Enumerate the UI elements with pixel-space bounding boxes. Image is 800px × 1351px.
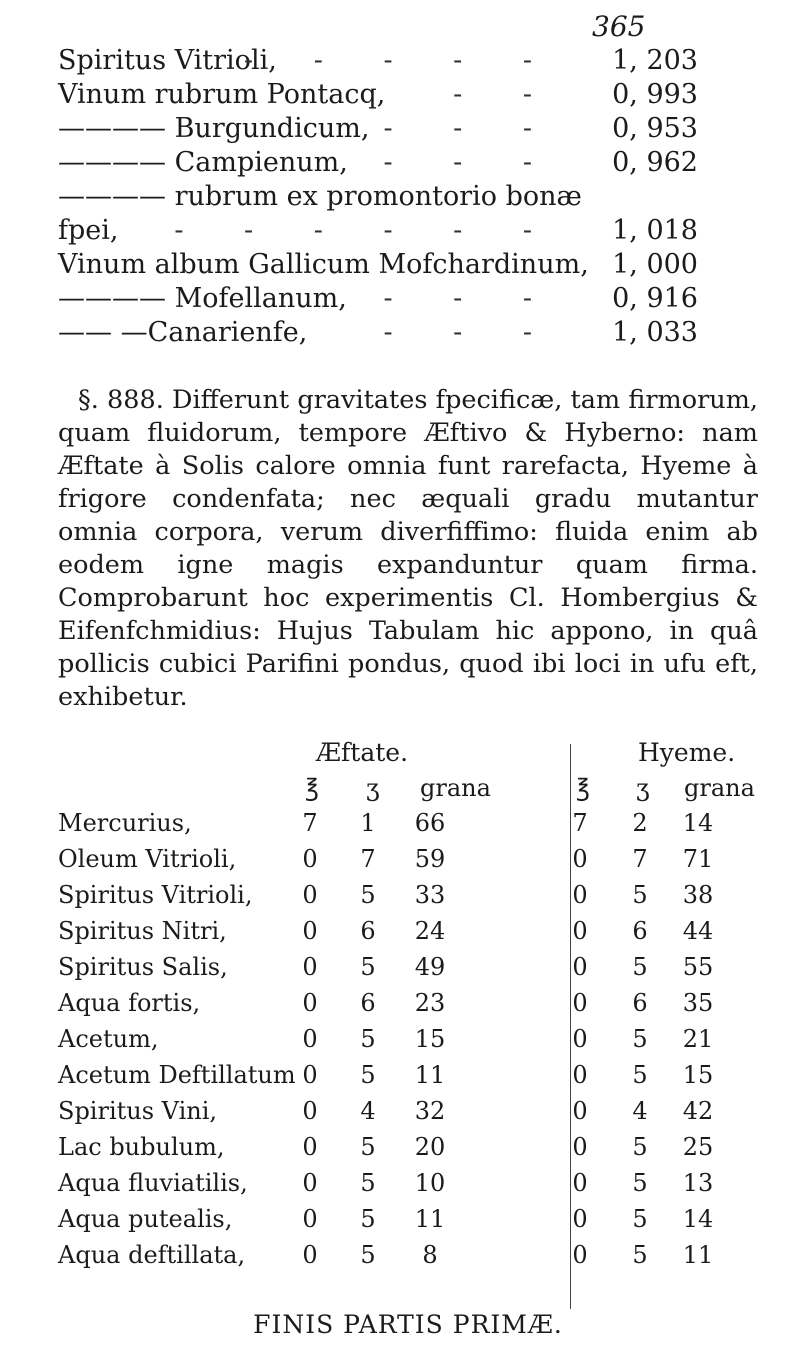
winter-ounces-cell: 0: [572, 1061, 588, 1089]
substance-name: Aqua fluviatilis,: [58, 1169, 248, 1197]
summer-ounces-cell: 0: [302, 989, 318, 1017]
summer-ounces-cell: 0: [302, 1169, 318, 1197]
winter-drams-cell: 5: [632, 1133, 648, 1161]
table-row: [58, 1096, 778, 1126]
table-row: [58, 952, 778, 982]
winter-ounces-cell: 0: [572, 989, 588, 1017]
winter-drams-cell: 5: [632, 881, 648, 909]
summer-grains-cell: 66: [414, 809, 446, 837]
winter-ounce-header: ℥: [576, 774, 590, 802]
substance-name: Spiritus Vini,: [58, 1097, 218, 1125]
winter-drams-cell: 5: [632, 1205, 648, 1233]
wine-gravity-value: 0, 993: [612, 79, 698, 110]
winter-ounces-cell: 0: [572, 1169, 588, 1197]
summer-dram-header: ʒ: [366, 774, 380, 802]
winter-drams-cell: 5: [632, 1241, 648, 1269]
wine-name: ———— rubrum ex promontorio bonæ: [58, 181, 582, 212]
summer-ounces-cell: 7: [302, 809, 318, 837]
wine-name: fpei,: [58, 215, 119, 246]
wine-row: [58, 282, 758, 316]
summer-drams-cell: 4: [360, 1097, 376, 1125]
wine-name: Spiritus Vitrioli,: [58, 45, 277, 76]
wine-gravity-value: 0, 962: [612, 147, 698, 178]
wine-name: Vinum album Gallicum Mofchardinum,: [58, 249, 589, 280]
substance-name: Aqua deftillata,: [58, 1241, 246, 1269]
winter-ounces-cell: 0: [572, 1025, 588, 1053]
winter-grains-cell: 11: [682, 1241, 714, 1269]
winter-ounces-cell: 0: [572, 881, 588, 909]
winter-grains-cell: 71: [682, 845, 714, 873]
winter-ounces-cell: 0: [572, 917, 588, 945]
summer-grains-cell: 23: [414, 989, 446, 1017]
winter-ounces-cell: 0: [572, 953, 588, 981]
leader-dots: - - - - -: [244, 45, 558, 76]
winter-drams-cell: 6: [632, 917, 648, 945]
winter-drams-cell: 2: [632, 809, 648, 837]
page-number: 365: [592, 10, 646, 43]
summer-ounces-cell: 0: [302, 1097, 318, 1125]
summer-drams-cell: 6: [360, 917, 376, 945]
summer-grains-cell: 59: [414, 845, 446, 873]
table-row: [58, 880, 778, 910]
winter-grains-cell: 14: [682, 809, 714, 837]
table-row: [58, 916, 778, 946]
wine-row: [58, 214, 758, 248]
table-row: [58, 1240, 778, 1270]
summer-drams-cell: 5: [360, 1205, 376, 1233]
wine-row: [58, 78, 758, 112]
wine-gravity-value: 1, 018: [612, 215, 698, 246]
winter-grains-cell: 21: [682, 1025, 714, 1053]
winter-grains-cell: 15: [682, 1061, 714, 1089]
leader-dots: - - -: [383, 283, 558, 314]
wine-row: [58, 44, 758, 78]
substance-name: Aqua putealis,: [58, 1205, 233, 1233]
table-row: [58, 1204, 778, 1234]
section-888-paragraph: [58, 384, 758, 714]
wine-row: [58, 316, 758, 350]
leader-dots: - - -: [383, 317, 558, 348]
footer-finis: FINIS PARTIS PRIMÆ.: [253, 1310, 563, 1339]
summer-grains-cell: 20: [414, 1133, 446, 1161]
substance-name: Spiritus Nitri,: [58, 917, 227, 945]
summer-drams-cell: 5: [360, 1133, 376, 1161]
wine-gravity-value: 0, 953: [612, 113, 698, 144]
table-row: [58, 808, 778, 838]
winter-ounces-cell: 0: [572, 1241, 588, 1269]
summer-drams-cell: 5: [360, 1061, 376, 1089]
summer-ounces-cell: 0: [302, 953, 318, 981]
summer-grains-cell: 11: [414, 1061, 446, 1089]
table-row: [58, 1024, 778, 1054]
winter-grains-cell: 42: [682, 1097, 714, 1125]
summer-grains-cell: 8: [422, 1241, 438, 1269]
header-winter: Hyeme.: [638, 738, 736, 767]
summer-ounces-cell: 0: [302, 917, 318, 945]
summer-drams-cell: 5: [360, 953, 376, 981]
summer-grains-cell: 10: [414, 1169, 446, 1197]
wine-gravity-value: 1, 203: [612, 45, 698, 76]
leader-dots: - - -: [383, 147, 558, 178]
wine-name: ———— Campienum,: [58, 147, 348, 178]
wine-row: [58, 180, 758, 214]
wine-row: [58, 248, 758, 282]
summer-ounces-cell: 0: [302, 1205, 318, 1233]
winter-drams-cell: 5: [632, 1025, 648, 1053]
summer-drams-cell: 5: [360, 1241, 376, 1269]
wine-name: ———— Mofellanum,: [58, 283, 347, 314]
winter-grains-cell: 14: [682, 1205, 714, 1233]
substance-name: Lac bubulum,: [58, 1133, 225, 1161]
summer-drams-cell: 5: [360, 1025, 376, 1053]
winter-drams-cell: 7: [632, 845, 648, 873]
substance-name: Spiritus Vitrioli,: [58, 881, 253, 909]
table-row: [58, 1060, 778, 1090]
summer-grains-cell: 32: [414, 1097, 446, 1125]
summer-ounces-cell: 0: [302, 1061, 318, 1089]
summer-grains-cell: 49: [414, 953, 446, 981]
winter-grains-cell: 25: [682, 1133, 714, 1161]
winter-ounces-cell: 0: [572, 1205, 588, 1233]
substance-name: Spiritus Salis,: [58, 953, 228, 981]
table-row: [58, 988, 778, 1018]
summer-drams-cell: 6: [360, 989, 376, 1017]
winter-drams-cell: 4: [632, 1097, 648, 1125]
table-row: [58, 844, 778, 874]
summer-ounces-cell: 0: [302, 1025, 318, 1053]
summer-grain-header: grana: [420, 774, 491, 802]
summer-grains-cell: 33: [414, 881, 446, 909]
summer-drams-cell: 5: [360, 1169, 376, 1197]
winter-ounces-cell: 0: [572, 845, 588, 873]
winter-grains-cell: 13: [682, 1169, 714, 1197]
wine-gravity-value: 1, 000: [612, 249, 698, 280]
winter-grains-cell: 55: [682, 953, 714, 981]
winter-drams-cell: 6: [632, 989, 648, 1017]
summer-ounce-header: ℥: [305, 774, 319, 802]
summer-grains-cell: 11: [414, 1205, 446, 1233]
summer-ounces-cell: 0: [302, 881, 318, 909]
wine-gravity-list: [58, 44, 758, 350]
winter-ounces-cell: 7: [572, 809, 588, 837]
winter-grains-cell: 35: [682, 989, 714, 1017]
substance-name: Oleum Vitrioli,: [58, 845, 237, 873]
wine-gravity-value: 0, 916: [612, 283, 698, 314]
summer-drams-cell: 5: [360, 881, 376, 909]
summer-drams-cell: 7: [360, 845, 376, 873]
wine-name: —— —Canarienfe,: [58, 317, 308, 348]
wine-name: Vinum rubrum Pontacq,: [58, 79, 386, 110]
substance-name: Acetum Deftillatum: [58, 1061, 296, 1089]
winter-grain-header: grana: [684, 774, 755, 802]
summer-grains-cell: 15: [414, 1025, 446, 1053]
substance-name: Acetum,: [58, 1025, 159, 1053]
wine-row: [58, 146, 758, 180]
table-row: [58, 1168, 778, 1198]
paragraph-text: §. 888. Differunt gravitates fpecificæ, tam firmorum, quam fluidorum, tempore Æftivo & Hyberno: nam Æftate à Solis calore omnia funt rarefacta, Hyeme à frigore condenfata; nec æquali gradu mutantur omnia corpora, verum diverfiffimo: fluida enim ab eodem igne magis expanduntur quam firma. Comprobarunt hoc experimentis Cl. Hombergius & Eifenfchmidius: Hujus Tabulam hic appono, in quâ pollicis cubici Parifini pondus, quod ibi loci in ufu eft, exhibetur.: [58, 385, 758, 712]
winter-ounces-cell: 0: [572, 1133, 588, 1161]
summer-drams-cell: 1: [360, 809, 376, 837]
winter-drams-cell: 5: [632, 1061, 648, 1089]
header-summer: Æftate.: [316, 738, 409, 767]
winter-ounces-cell: 0: [572, 1097, 588, 1125]
winter-grains-cell: 44: [682, 917, 714, 945]
winter-drams-cell: 5: [632, 1169, 648, 1197]
summer-ounces-cell: 0: [302, 1133, 318, 1161]
table-row: [58, 1132, 778, 1162]
summer-grains-cell: 24: [414, 917, 446, 945]
substance-name: Mercurius,: [58, 809, 192, 837]
winter-drams-cell: 5: [632, 953, 648, 981]
substance-name: Aqua fortis,: [58, 989, 201, 1017]
summer-ounces-cell: 0: [302, 845, 318, 873]
leader-dots: - -: [453, 79, 558, 110]
leader-dots: - - - - - -: [174, 215, 558, 246]
leader-dots: - - -: [383, 113, 558, 144]
wine-row: [58, 112, 758, 146]
wine-gravity-value: 1, 033: [612, 317, 698, 348]
summer-ounces-cell: 0: [302, 1241, 318, 1269]
winter-dram-header: ʒ: [636, 774, 650, 802]
wine-name: ———— Burgundicum,: [58, 113, 370, 144]
winter-grains-cell: 38: [682, 881, 714, 909]
